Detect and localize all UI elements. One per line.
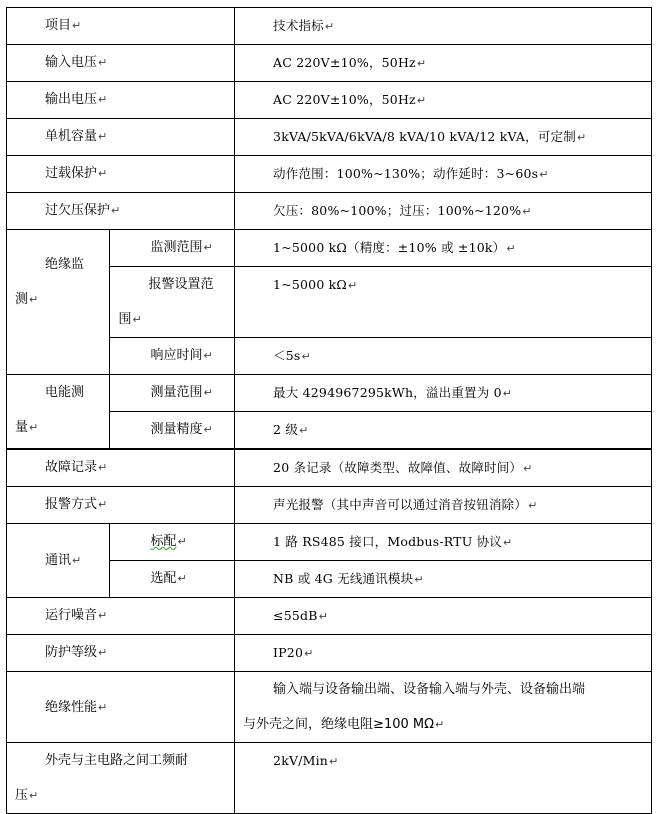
table-row	[7, 156, 652, 193]
row-label: 运行噪音↵	[7, 598, 235, 635]
table-row	[7, 598, 652, 635]
row-label: 输入电压↵	[7, 45, 235, 82]
row-value: 20 条记录（故障类型、故障值、故障时间）↵	[235, 450, 652, 487]
row-label: 过欠压保护↵	[7, 193, 235, 230]
subrow-value: NB 或 4G 无线通讯模块↵	[235, 561, 652, 598]
table-row	[7, 487, 652, 524]
subrow-label: 选配↵	[110, 561, 235, 598]
subrow-label: 响应时间↵	[110, 338, 235, 375]
table-row	[7, 450, 652, 487]
table-row	[7, 375, 652, 412]
header-item: 项目↵	[7, 8, 235, 45]
row-label: 输出电压↵	[7, 82, 235, 119]
row-value: 输入端与设备输出端、设备输入端与外壳、设备输出端 与外壳之间，绝缘电阻≥100 MΩ↵	[235, 672, 652, 743]
row-value: AC 220V±10%，50Hz↵	[235, 82, 652, 119]
energy-group-label: 电能测 量↵	[7, 375, 110, 449]
table-row	[7, 82, 652, 119]
insulation-group-label: 绝缘监 测↵	[7, 230, 110, 375]
row-value: 声光报警（其中声音可以通过消音按钮消除）↵	[235, 487, 652, 524]
subrow-value: 1~5000 kΩ↵	[235, 267, 652, 338]
table-row	[7, 672, 652, 743]
table-row	[7, 524, 652, 561]
spec-table-main	[6, 7, 652, 449]
subrow-label: 测量范围↵	[110, 375, 235, 412]
table-header-row	[7, 8, 652, 45]
header-spec: 技术指标↵	[235, 8, 652, 45]
row-value: 2kV/Min↵	[235, 743, 652, 814]
row-label: 外壳与主电路之间工频耐 压↵	[7, 743, 235, 814]
subrow-value: 1 路 RS485 接口，Modbus-RTU 协议↵	[235, 524, 652, 561]
row-value: AC 220V±10%，50Hz↵	[235, 45, 652, 82]
table-row	[7, 119, 652, 156]
row-value: 动作范围：100%~130%；动作延时：3~60s↵	[235, 156, 652, 193]
row-label: 绝缘性能↵	[7, 672, 235, 743]
spec-table-secondary	[6, 449, 652, 814]
subrow-label: 报警设置范 围↵	[110, 267, 235, 338]
row-value: 欠压：80%~100%；过压：100%~120%↵	[235, 193, 652, 230]
row-value: 3kVA/5kVA/6kVA/8 kVA/10 kVA/12 kVA，可定制↵	[235, 119, 652, 156]
subrow-label: 监测范围↵	[110, 230, 235, 267]
comm-group-label: 通讯↵	[7, 524, 110, 598]
subrow-value: ＜5s↵	[235, 338, 652, 375]
row-value: IP20↵	[235, 635, 652, 672]
subrow-label: 标配↵	[110, 524, 235, 561]
row-label: 故障记录↵	[7, 450, 235, 487]
subrow-label: 测量精度↵	[110, 412, 235, 449]
row-label: 单机容量↵	[7, 119, 235, 156]
table-row	[7, 230, 652, 267]
table-row	[7, 635, 652, 672]
subrow-value: 1~5000 kΩ（精度：±10% 或 ±10k）↵	[235, 230, 652, 267]
row-label: 防护等级↵	[7, 635, 235, 672]
table-row	[7, 193, 652, 230]
row-value: ≤55dB↵	[235, 598, 652, 635]
table-row	[7, 45, 652, 82]
subrow-value: 最大 4294967295kWh，溢出重置为 0↵	[235, 375, 652, 412]
row-label: 报警方式↵	[7, 487, 235, 524]
table-row	[7, 743, 652, 814]
subrow-value: 2 级↵	[235, 412, 652, 449]
row-label: 过载保护↵	[7, 156, 235, 193]
